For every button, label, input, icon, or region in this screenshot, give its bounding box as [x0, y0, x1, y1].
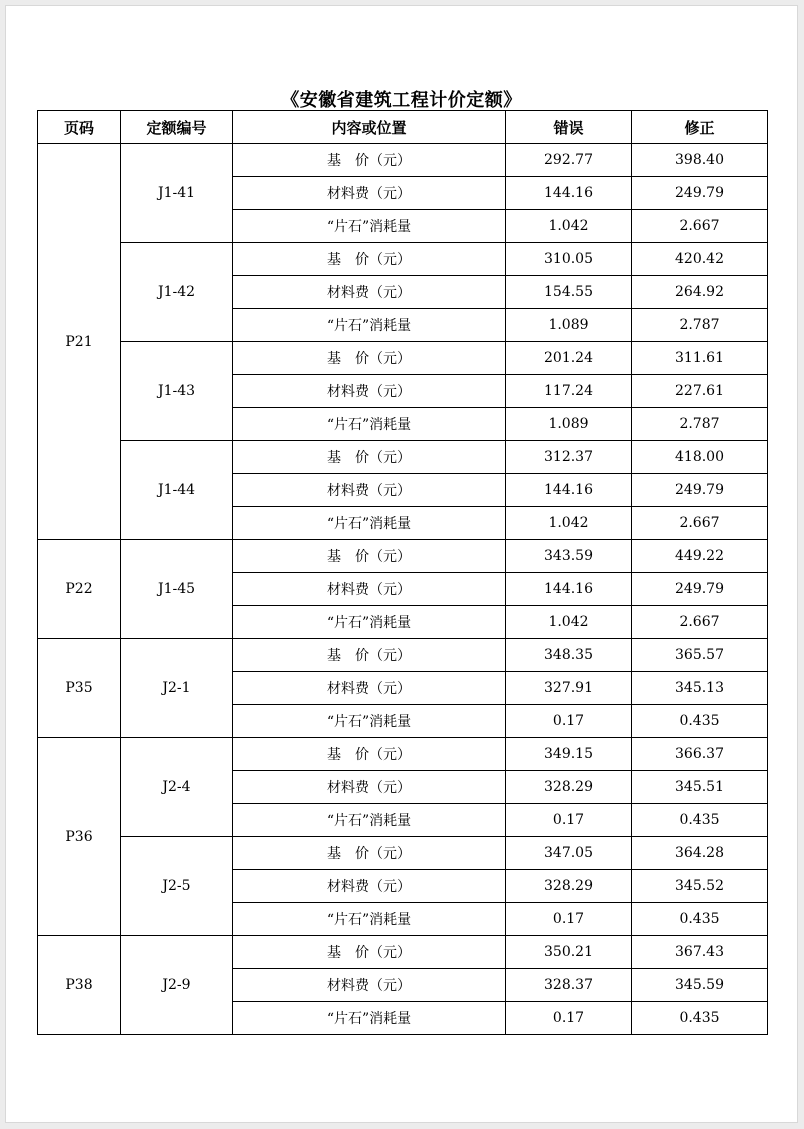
quota-code-cell: J2-4	[121, 738, 233, 837]
content-cell: 基 价（元）	[233, 342, 506, 375]
table-row	[38, 738, 768, 771]
quota-code-cell: J2-9	[121, 936, 233, 1035]
error-value-cell: 343.59	[506, 540, 632, 573]
correction-value-cell: 449.22	[632, 540, 768, 573]
error-value-cell: 154.55	[506, 276, 632, 309]
error-value-cell: 327.91	[506, 672, 632, 705]
error-value-cell: 117.24	[506, 375, 632, 408]
correction-value-cell: 0.435	[632, 1002, 768, 1035]
content-cell: 基 价（元）	[233, 639, 506, 672]
table-row	[38, 837, 768, 870]
error-value-cell: 349.15	[506, 738, 632, 771]
content-cell: 基 价（元）	[233, 540, 506, 573]
correction-value-cell: 249.79	[632, 177, 768, 210]
document-page	[5, 5, 798, 1123]
correction-value-cell: 420.42	[632, 243, 768, 276]
content-cell: 材料费（元）	[233, 870, 506, 903]
table-row	[38, 639, 768, 672]
correction-value-cell: 0.435	[632, 903, 768, 936]
page-number-cell: P38	[38, 936, 121, 1035]
correction-value-cell: 345.51	[632, 771, 768, 804]
quota-code-cell: J1-42	[121, 243, 233, 342]
error-value-cell: 1.089	[506, 408, 632, 441]
content-cell: 基 价（元）	[233, 936, 506, 969]
content-cell: “片石”消耗量	[233, 606, 506, 639]
header-error: 错误	[506, 111, 632, 144]
correction-value-cell: 398.40	[632, 144, 768, 177]
content-cell: “片石”消耗量	[233, 507, 506, 540]
correction-value-cell: 2.787	[632, 309, 768, 342]
correction-value-cell: 2.787	[632, 408, 768, 441]
quota-code-cell: J1-45	[121, 540, 233, 639]
correction-value-cell: 364.28	[632, 837, 768, 870]
correction-value-cell: 264.92	[632, 276, 768, 309]
document-title: 《安徽省建筑工程计价定额》	[281, 90, 522, 111]
header-content: 内容或位置	[233, 111, 506, 144]
header-correction: 修正	[632, 111, 768, 144]
correction-value-cell: 249.79	[632, 474, 768, 507]
page-number-cell: P36	[38, 738, 121, 936]
error-value-cell: 350.21	[506, 936, 632, 969]
error-value-cell: 348.35	[506, 639, 632, 672]
correction-value-cell: 365.57	[632, 639, 768, 672]
content-cell: 材料费（元）	[233, 969, 506, 1002]
header-quota-code: 定额编号	[121, 111, 233, 144]
correction-value-cell: 418.00	[632, 441, 768, 474]
correction-value-cell: 2.667	[632, 507, 768, 540]
error-value-cell: 347.05	[506, 837, 632, 870]
error-value-cell: 1.042	[506, 606, 632, 639]
content-cell: 材料费（元）	[233, 375, 506, 408]
quota-code-cell: J1-41	[121, 144, 233, 243]
error-value-cell: 144.16	[506, 177, 632, 210]
content-cell: 材料费（元）	[233, 177, 506, 210]
correction-value-cell: 345.52	[632, 870, 768, 903]
quota-code-cell: J1-44	[121, 441, 233, 540]
error-value-cell: 1.042	[506, 210, 632, 243]
table-row	[38, 144, 768, 177]
error-value-cell: 328.29	[506, 771, 632, 804]
table-row	[38, 243, 768, 276]
correction-value-cell: 0.435	[632, 804, 768, 837]
content-cell: 基 价（元）	[233, 243, 506, 276]
error-value-cell: 1.042	[506, 507, 632, 540]
correction-value-cell: 227.61	[632, 375, 768, 408]
content-cell: “片石”消耗量	[233, 903, 506, 936]
error-value-cell: 0.17	[506, 705, 632, 738]
content-cell: 基 价（元）	[233, 738, 506, 771]
content-cell: 材料费（元）	[233, 573, 506, 606]
correction-value-cell: 249.79	[632, 573, 768, 606]
correction-value-cell: 0.435	[632, 705, 768, 738]
page-number-cell: P21	[38, 144, 121, 540]
error-value-cell: 328.29	[506, 870, 632, 903]
correction-value-cell: 2.667	[632, 606, 768, 639]
content-cell: “片石”消耗量	[233, 705, 506, 738]
content-cell: 基 价（元）	[233, 441, 506, 474]
content-cell: 基 价（元）	[233, 837, 506, 870]
page-number-cell: P22	[38, 540, 121, 639]
error-value-cell: 310.05	[506, 243, 632, 276]
error-value-cell: 292.77	[506, 144, 632, 177]
error-value-cell: 201.24	[506, 342, 632, 375]
quota-code-cell: J2-5	[121, 837, 233, 936]
correction-value-cell: 345.13	[632, 672, 768, 705]
content-cell: “片石”消耗量	[233, 210, 506, 243]
content-cell: “片石”消耗量	[233, 309, 506, 342]
error-value-cell: 0.17	[506, 804, 632, 837]
content-cell: “片石”消耗量	[233, 804, 506, 837]
table-row	[38, 342, 768, 375]
error-value-cell: 144.16	[506, 474, 632, 507]
correction-value-cell: 345.59	[632, 969, 768, 1002]
error-value-cell: 328.37	[506, 969, 632, 1002]
header-row	[38, 111, 768, 144]
quota-code-cell: J1-43	[121, 342, 233, 441]
correction-value-cell: 311.61	[632, 342, 768, 375]
page-number-cell: P35	[38, 639, 121, 738]
error-value-cell: 144.16	[506, 573, 632, 606]
content-cell: 基 价（元）	[233, 144, 506, 177]
correction-value-cell: 366.37	[632, 738, 768, 771]
content-cell: 材料费（元）	[233, 276, 506, 309]
error-value-cell: 312.37	[506, 441, 632, 474]
errata-table	[37, 110, 768, 1035]
correction-value-cell: 2.667	[632, 210, 768, 243]
correction-value-cell: 367.43	[632, 936, 768, 969]
content-cell: “片石”消耗量	[233, 408, 506, 441]
error-value-cell: 0.17	[506, 1002, 632, 1035]
content-cell: 材料费（元）	[233, 672, 506, 705]
table-row	[38, 441, 768, 474]
content-cell: “片石”消耗量	[233, 1002, 506, 1035]
header-page-number: 页码	[38, 111, 121, 144]
content-cell: 材料费（元）	[233, 474, 506, 507]
quota-code-cell: J2-1	[121, 639, 233, 738]
table-body	[38, 144, 768, 1035]
error-value-cell: 0.17	[506, 903, 632, 936]
content-cell: 材料费（元）	[233, 771, 506, 804]
table-row	[38, 936, 768, 969]
error-value-cell: 1.089	[506, 309, 632, 342]
table-row	[38, 540, 768, 573]
